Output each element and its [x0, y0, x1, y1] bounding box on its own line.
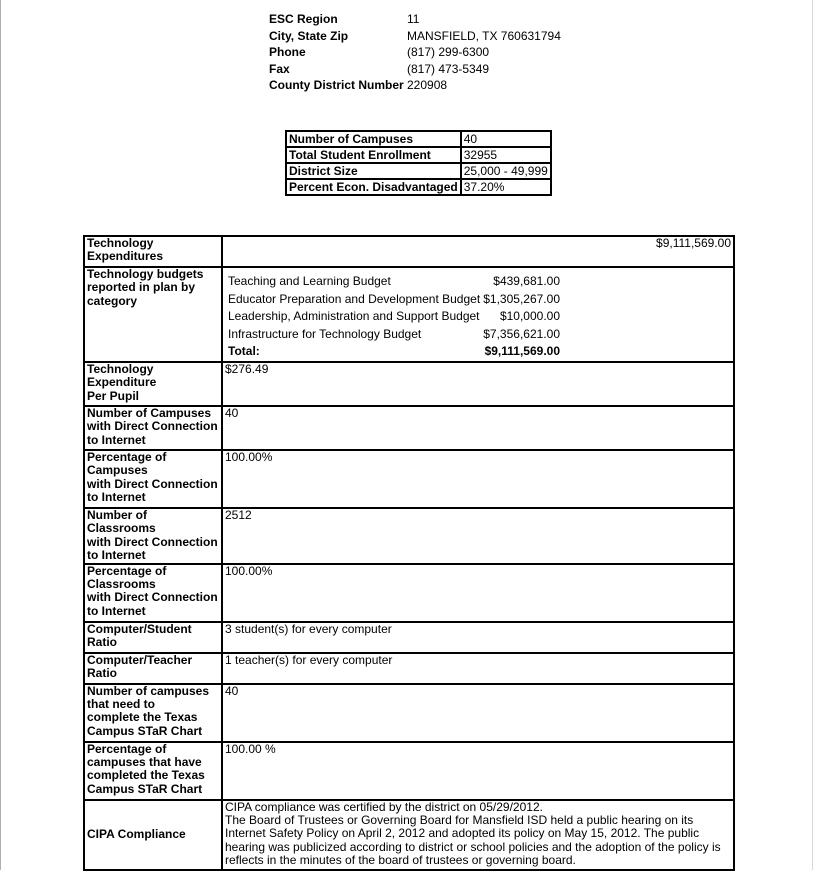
tech-row-label: [84, 622, 222, 653]
tech-row-value: 100.00%: [222, 564, 734, 622]
tech-row-label-line: Number of campuses: [87, 683, 210, 698]
page-left-border: [0, 0, 1, 870]
budget-item-label: Educator Preparation and Development Budget: [228, 291, 481, 306]
tech-row-value: 40: [222, 684, 734, 742]
tech-row-label: [84, 742, 222, 800]
district-info: [269, 11, 561, 94]
info-label: Phone: [269, 45, 306, 60]
info-label: ESC Region: [269, 12, 338, 26]
tech-row: [84, 406, 734, 450]
tech-row-label-line: that need to: [87, 697, 155, 711]
cipa-label: CIPA Compliance: [84, 800, 222, 870]
tech-row-label-line: to Internet: [87, 603, 146, 618]
tech-row-label-line: Expenditure: [87, 375, 157, 390]
tech-row: [84, 653, 734, 684]
tech-row: [84, 450, 734, 508]
tech-row-label-line: Percentage of: [87, 449, 167, 464]
tech-row-label-line: Computer/Teacher: [87, 652, 193, 667]
tech-row-label-line: Ratio: [87, 635, 117, 649]
tech-row: [84, 564, 734, 622]
summary-row: [286, 179, 551, 195]
budget-item: [228, 273, 731, 291]
info-value: (817) 473-5349: [407, 61, 490, 76]
tech-row-label-line: completed the Texas: [87, 768, 205, 783]
summary-row: [286, 147, 551, 163]
tech-row-label-line: to Internet: [87, 490, 146, 505]
cipa-line: Internet Safety Policy on April 2, 2012 and adopted its policy on May 15, 2012. The public: [225, 826, 700, 841]
budget-list: [228, 273, 731, 361]
budget-total: [228, 343, 731, 361]
expenditures-value: $9,111,569.00: [222, 236, 734, 267]
tech-row-label-line: to Internet: [87, 548, 146, 563]
summary-value: 32955: [461, 147, 551, 163]
summary-value: 37.20%: [461, 179, 551, 195]
tech-row: [84, 742, 734, 800]
summary-value: 25,000 - 49,999: [461, 163, 551, 179]
tech-row-label-line: to Internet: [87, 432, 146, 447]
budgets-cell: [222, 267, 734, 362]
tech-row-label-line: Percentage of: [87, 741, 167, 756]
budget-item-value: $439,681.00: [493, 274, 560, 288]
tech-row-label-line: Campuses: [87, 463, 148, 478]
info-row: [269, 28, 561, 45]
budget-item-label: Leadership, Administration and Support Budget: [228, 309, 480, 324]
tech-row-label-line: Computer/Student: [87, 621, 192, 636]
tech-row-label: [84, 653, 222, 684]
tech-row: [84, 508, 734, 564]
tech-row-label-line: Number of Campuses: [87, 405, 212, 420]
info-label: City, State Zip: [269, 28, 349, 43]
info-label: Fax: [269, 61, 290, 76]
tech-row: [84, 362, 734, 406]
summary-label: Total Student Enrollment: [286, 147, 461, 163]
tech-row-value: 2512: [222, 508, 734, 564]
budget-item: [228, 291, 731, 309]
tech-row-value: 100.00%: [222, 450, 734, 508]
tech-row-label-line: Campus STaR Chart: [87, 723, 203, 738]
tech-row-value: 100.00 %: [222, 742, 734, 800]
cipa-row: [84, 800, 734, 870]
info-label: County District Number: [269, 78, 404, 93]
tech-row-label-line: Percentage of: [87, 563, 167, 578]
budgets-label: Technology budgets reported in plan by category: [84, 267, 222, 362]
tech-row-label: [84, 362, 222, 406]
info-row: [269, 44, 561, 61]
district-summary-table: [285, 130, 552, 196]
tech-row-label: [84, 406, 222, 450]
tech-row-value: 3 student(s) for every computer: [222, 622, 734, 653]
budgets-row: [84, 267, 734, 362]
budget-item-value: $7,356,621.00: [483, 326, 560, 341]
info-value: 11: [407, 12, 420, 26]
summary-label: District Size: [286, 163, 461, 179]
tech-row-label-line: Ratio: [87, 666, 117, 680]
cipa-line: CIPA compliance was certified by the district on 05/29/2012.: [225, 799, 543, 814]
tech-row: [84, 622, 734, 653]
summary-row: [286, 163, 551, 179]
cipa-line: hearing was publicized according to district or school policies and the adoption of the policy is: [225, 839, 721, 854]
tech-row-label-line: Per Pupil: [87, 388, 140, 403]
tech-row-label-line: with Direct Connection: [87, 476, 218, 491]
budget-item-value: $10,000.00: [499, 309, 560, 324]
tech-row-label-line: with Direct Connection: [87, 419, 218, 434]
summary-value: 40: [461, 131, 551, 147]
budget-item-value: $1,305,267.00: [483, 291, 560, 306]
budget-total-value: $9,111,569.00: [484, 344, 560, 359]
tech-row-label-line: campuses that have: [87, 755, 202, 769]
summary-label: Number of Campuses: [286, 131, 461, 147]
tech-row-label-line: Technology: [87, 361, 154, 376]
tech-row-label: [84, 508, 222, 564]
page-right-border: [812, 0, 813, 870]
budget-item: [228, 308, 731, 326]
cipa-text: [222, 800, 734, 870]
summary-label: Percent Econ. Disadvantaged: [286, 179, 461, 195]
tech-row-label-line: with Direct Connection: [87, 534, 218, 549]
info-value: (817) 299-6300: [407, 45, 490, 60]
tech-row-label-line: complete the Texas: [87, 710, 198, 725]
info-row: [269, 11, 561, 28]
tech-row-value: 40: [222, 406, 734, 450]
cipa-line: The Board of Trustees or Governing Board for Mansfield ISD held a public hearing on its: [225, 813, 694, 827]
tech-row-label-line: with Direct Connection: [87, 590, 218, 605]
tech-row-label: [84, 564, 222, 622]
info-value: 220908: [407, 78, 448, 93]
tech-row-value: 1 teacher(s) for every computer: [222, 653, 734, 684]
tech-row-label-line: Number of Classrooms: [87, 507, 156, 536]
technology-table: [83, 235, 735, 871]
budget-total-label: Total:: [228, 344, 260, 359]
cipa-line: reflects in the minutes of the board of trustees or governing board.: [225, 853, 576, 868]
budget-item-label: Teaching and Learning Budget: [228, 274, 391, 288]
tech-row-label-line: Classrooms: [87, 577, 156, 591]
info-row: [269, 61, 561, 78]
expenditures-row: [84, 236, 734, 267]
info-row: [269, 77, 561, 94]
budget-item: [228, 326, 731, 344]
info-value: MANSFIELD, TX 760631794: [407, 28, 561, 43]
tech-row-label-line: Campus STaR Chart: [87, 781, 203, 796]
tech-row-label: [84, 684, 222, 742]
budget-item-label: Infrastructure for Technology Budget: [228, 326, 422, 341]
summary-row: [286, 131, 551, 147]
tech-row-value: $276.49: [222, 362, 734, 406]
tech-row-label: [84, 450, 222, 508]
tech-row: [84, 684, 734, 742]
expenditures-label: Technology Expenditures: [84, 236, 222, 267]
